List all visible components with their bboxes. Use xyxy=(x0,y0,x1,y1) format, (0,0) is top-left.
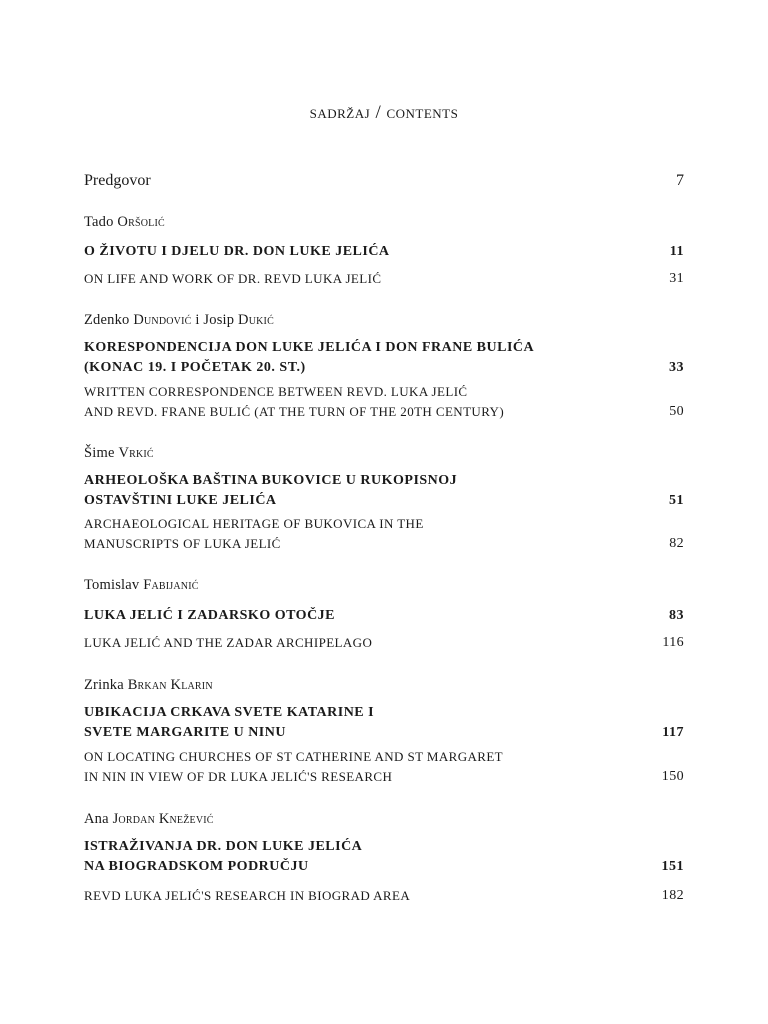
title-line: ARHEOLOŠKA BAŠTINA BUKOVICE U RUKOPISNOJ xyxy=(84,473,458,488)
article-title-hr xyxy=(84,338,684,378)
author-first-name: Ana xyxy=(84,811,109,827)
contents-page xyxy=(84,0,684,1024)
page-number: 83 xyxy=(669,608,684,623)
title-lines xyxy=(84,514,634,554)
title-line: LUKA JELIĆ I ZADARSKO OTOČJE xyxy=(84,608,336,623)
article-author xyxy=(84,312,684,329)
author-last-name: Brkan Klarin xyxy=(127,677,213,693)
title-line: SVETE MARGARITE U NINU xyxy=(84,725,286,740)
title-line: UBIKACIJA CRKAVA SVETE KATARINE I xyxy=(84,705,375,720)
article-author xyxy=(84,214,684,231)
page-number: 116 xyxy=(662,635,684,650)
preface-label: Predgovor xyxy=(84,172,151,189)
article-author xyxy=(84,677,684,694)
title-line: ARCHAEOLOGICAL HERITAGE OF BUKOVICA IN THE xyxy=(84,516,424,531)
article-title-hr xyxy=(84,242,684,262)
page-number: 31 xyxy=(669,271,684,286)
article-title-hr xyxy=(84,471,684,511)
title-line: OSTAVŠTINI LUKE JELIĆA xyxy=(84,493,277,508)
author-last-name: Dundović xyxy=(133,312,192,328)
title-lines xyxy=(84,747,634,787)
title-line: WRITTEN CORRESPONDENCE BETWEEN REVD. LUKA JELIĆ xyxy=(84,384,468,399)
page-number: 151 xyxy=(661,859,684,874)
author-last-name: Vrkić xyxy=(118,445,154,461)
article-title-hr xyxy=(84,703,684,743)
author-last-name: Oršolić xyxy=(117,214,165,230)
author-join: i Josip xyxy=(195,312,235,328)
page-title: sadržaj / contents xyxy=(309,102,459,123)
page-number: 150 xyxy=(661,769,684,784)
title-line: KORESPONDENCIJA DON LUKE JELIĆA I DON FRANE BULIĆA xyxy=(84,340,535,355)
title-lines xyxy=(84,837,634,877)
title-line: IN NIN IN VIEW OF DR LUKA JELIĆ'S RESEARCH xyxy=(84,769,393,784)
author-last-name: Dukić xyxy=(238,312,274,328)
page-number: 51 xyxy=(669,493,684,508)
page-number: 33 xyxy=(669,360,684,375)
author-first-name: Tado xyxy=(84,214,114,230)
article-title-en xyxy=(84,382,684,422)
article-author xyxy=(84,811,684,828)
page-number: 7 xyxy=(676,172,684,189)
article-author xyxy=(84,577,684,594)
title-line: O ŽIVOTU I DJELU DR. DON LUKE JELIĆA xyxy=(84,244,390,259)
title-line: ON LOCATING CHURCHES OF ST CATHERINE AND ST MARGARET xyxy=(84,749,504,764)
author-last-name: Fabijanić xyxy=(143,577,199,593)
title-line: (KONAC 19. I POČETAK 20. ST.) xyxy=(84,360,306,375)
page-number: 117 xyxy=(662,725,684,740)
page-number: 50 xyxy=(669,404,684,419)
title-line: ISTRAŽIVANJA DR. DON LUKE JELIĆA xyxy=(84,839,363,854)
article-author xyxy=(84,445,684,462)
author-first-name: Zdenko xyxy=(84,312,130,328)
title-line: NA BIOGRADSKOM PODRUČJU xyxy=(84,859,309,874)
title-line: ON LIFE AND WORK OF DR. REVD LUKA JELIĆ xyxy=(84,271,382,286)
article-title-hr xyxy=(84,837,684,877)
author-first-name: Tomislav xyxy=(84,577,140,593)
article-title-en xyxy=(84,747,684,787)
title-line: REVD LUKA JELIĆ'S RESEARCH IN BIOGRAD AREA xyxy=(84,888,411,903)
author-last-name: Jordan Knežević xyxy=(112,811,214,827)
preface-entry xyxy=(84,172,684,190)
title-lines xyxy=(84,703,634,743)
article-title-hr xyxy=(84,606,684,626)
page-number: 82 xyxy=(669,536,684,551)
article-title-en xyxy=(84,886,684,906)
title-line: AND REVD. FRANE BULIĆ (AT THE TURN OF THE 20TH CENTURY) xyxy=(84,404,505,419)
article-title-en xyxy=(84,514,684,554)
title-line: LUKA JELIĆ AND THE ZADAR ARCHIPELAGO xyxy=(84,635,373,650)
page-number: 182 xyxy=(661,888,684,903)
title-line: MANUSCRIPTS OF LUKA JELIĆ xyxy=(84,536,281,551)
title-lines xyxy=(84,338,634,378)
title-lines xyxy=(84,382,634,422)
page-number: 11 xyxy=(669,244,684,259)
article-title-en xyxy=(84,633,684,653)
title-lines xyxy=(84,471,634,511)
author-first-name: Zrinka xyxy=(84,677,124,693)
author-first-name: Šime xyxy=(84,445,115,461)
article-title-en xyxy=(84,269,684,289)
